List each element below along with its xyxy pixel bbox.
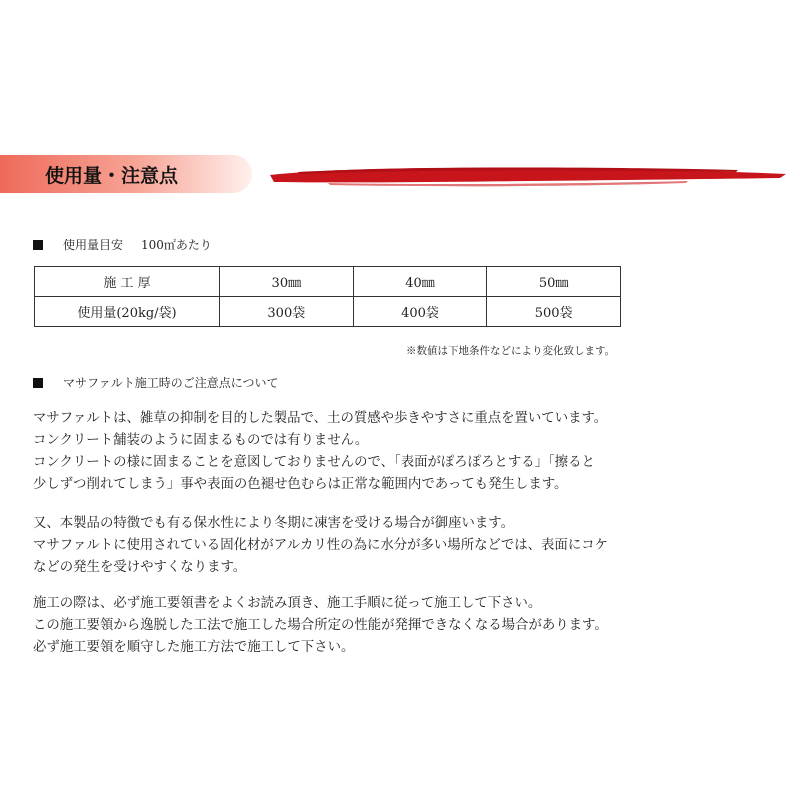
caution-paragraph-1 [33,408,607,496]
table-cell: 40㎜ [353,267,487,297]
paragraph-line: などの発生を受けやすくなります。 [33,560,247,575]
usage-heading-label: 使用量目安 [63,238,124,252]
section-title: 使用量・注意点 [45,165,179,187]
table-row [35,297,621,327]
table-cell: 400袋 [353,297,487,327]
table-cell: 使用量(20kg/袋) [35,297,220,327]
paragraph-line: コンクリートの様に固まることを意図しておりませんので、「表面がぽろぽろとする」「擦ると [33,455,595,470]
section-title-bar [0,155,252,193]
brush-stroke-divider [268,163,790,191]
square-bullet-icon [33,240,43,250]
paragraph-line: 施工の際は、必ず施工要領書をよくお読み頂き、施工手順に従って施工して下さい。 [33,596,542,611]
usage-heading [33,236,212,253]
caution-paragraph-3 [33,593,608,659]
paragraph-line: マサファルトに使用されている固化材がアルカリ性の為に水分が多い場所などでは、表面にコケ [33,538,608,553]
caution-paragraph-2 [33,513,608,579]
usage-footnote: ※数値は下地条件などにより変化致します。 [406,345,616,357]
square-bullet-icon [33,378,43,388]
cautions-heading-label: マサファルト施工時のご注意点について [63,376,279,390]
cautions-heading [33,374,279,391]
table-cell: 50㎜ [487,267,621,297]
table-row [35,267,621,297]
paragraph-line: コンクリート舗装のように固まるものでは有りません。 [33,433,369,448]
paragraph-line: この施工要領から逸脱した工法で施工した場合所定の性能が発揮できなくなる場合があります。 [33,618,608,633]
paragraph-line: マサファルトは、雑草の抑制を目的した製品で、土の質感や歩きやすさに重点を置いています。 [33,411,608,426]
usage-heading-area: 100㎡あたり [141,238,212,252]
usage-table [34,266,621,327]
table-cell: 300袋 [220,297,354,327]
table-cell: 30㎜ [220,267,354,297]
table-cell: 500袋 [487,297,621,327]
paragraph-line: 又、本製品の特徴でも有る保水性により冬期に凍害を受ける場合が御座います。 [33,516,514,531]
table-cell: 施 工 厚 [35,267,220,297]
paragraph-line: 必ず施工要領を順守した施工方法で施工して下さい。 [33,640,355,655]
paragraph-line: 少しずつ削れてしまう」事や表面の色褪せ色むらは正常な範囲内であっても発生します。 [33,477,568,492]
